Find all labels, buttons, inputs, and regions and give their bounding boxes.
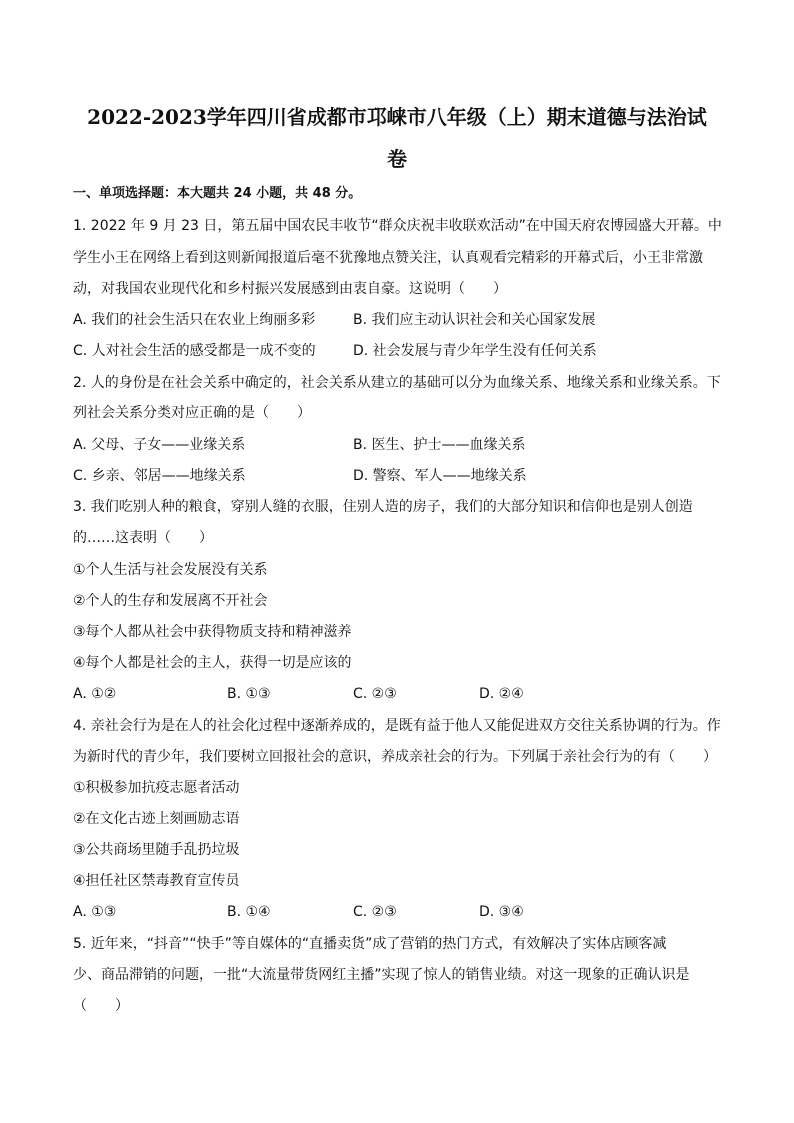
q3-item-2: ②个人的生存和发展离不开社会 <box>73 593 268 609</box>
section-heading: 一、单项选择题：本大题共 24 小题，共 48 分。 <box>73 186 362 201</box>
q3-item-1: ①个人生活与社会发展没有关系 <box>73 562 268 578</box>
q3-item-3: ③每个人都从社会中获得物质支持和精神滋养 <box>73 624 352 640</box>
q2-option-a: A. 父母、子女——业缘关系 <box>73 437 246 453</box>
q5-stem-line1: 5. 近年来，“抖音”“快手”等自媒体的“直播卖货”成了营销的热门方式，有效解决了实体店顾客减 <box>73 936 667 952</box>
q1-stem-line1: 1. 2022 年 9 月 23 日，第五届中国农民丰收节“群众庆祝丰收联欢活动”在中国天府农博园盛大开幕。中 <box>73 218 722 234</box>
q3-option-d: D. ②④ <box>479 686 524 702</box>
exam-title-line1: 2022-2023学年四川省成都市邛崃市八年级（上）期末道德与法治试 <box>87 105 707 129</box>
q2-stem-line2: 列社会关系分类对应正确的是（ ） <box>73 405 311 421</box>
q1-option-a: A. 我们的社会生活只在农业上绚丽多彩 <box>73 312 316 328</box>
q4-option-b: B. ①④ <box>227 904 271 920</box>
q4-item-1: ①积极参加抗疫志愿者活动 <box>73 780 240 796</box>
q3-option-c: C. ②③ <box>353 686 397 702</box>
q5-stem-line3: （ ） <box>73 998 129 1014</box>
q1-option-c: C. 人对社会生活的感受都是一成不变的 <box>73 343 316 359</box>
exam-title-line2: 卷 <box>387 147 407 171</box>
q3-option-a: A. ①② <box>73 686 117 702</box>
q5-stem-line2: 少、商品滞销的问题，一批“大流量带货网红主播”实现了惊人的销售业绩。对这一现象的正确认识是 <box>73 967 690 983</box>
q3-item-4: ④每个人都是社会的主人，获得一切是应该的 <box>73 655 352 671</box>
q4-option-a: A. ①③ <box>73 904 117 920</box>
q2-stem-line1: 2. 人的身份是在社会关系中确定的，社会关系从建立的基础可以分为血缘关系、地缘关系和业缘关系。下 <box>73 375 721 391</box>
q1-stem-line2: 学生小王在网络上看到这则新闻报道后毫不犹豫地点赞关注，认真观看完精彩的开幕式后，小王非常激 <box>73 250 703 266</box>
q3-stem-line2: 的……这表明（ ） <box>73 530 213 546</box>
q4-stem-line1: 4. 亲社会行为是在人的社会化过程中逐渐养成的，是既有益于他人又能促进双方交往关系协调的行为。作 <box>73 718 721 734</box>
q2-option-c: C. 乡亲、邻居——地缘关系 <box>73 468 246 484</box>
q1-option-b: B. 我们应主动认识社会和关心国家发展 <box>353 312 596 328</box>
q4-option-d: D. ③④ <box>479 904 524 920</box>
q3-stem-line1: 3. 我们吃别人种的粮食，穿别人缝的衣服，住别人造的房子，我们的大部分知识和信仰也是别人创造 <box>73 499 693 515</box>
q4-stem-line2: 为新时代的青少年，我们要树立回报社会的意识，养成亲社会的行为。下列属于亲社会行为的有（ ） <box>73 749 717 765</box>
q4-item-4: ④担任社区禁毒教育宣传员 <box>73 873 240 889</box>
q4-item-2: ②在文化古迹上刻画励志语 <box>73 811 240 827</box>
q1-stem-line3: 动，对我国农业现代化和乡村振兴发展感到由衷自豪。这说明（ ） <box>73 281 507 297</box>
q2-option-d: D. 警察、军人——地缘关系 <box>353 468 527 484</box>
q4-item-3: ③公共商场里随手乱扔垃圾 <box>73 842 240 858</box>
q3-option-b: B. ①③ <box>227 686 271 702</box>
q2-option-b: B. 医生、护士——血缘关系 <box>353 437 526 453</box>
q1-option-d: D. 社会发展与青少年学生没有任何关系 <box>353 343 597 359</box>
q4-option-c: C. ②③ <box>353 904 397 920</box>
